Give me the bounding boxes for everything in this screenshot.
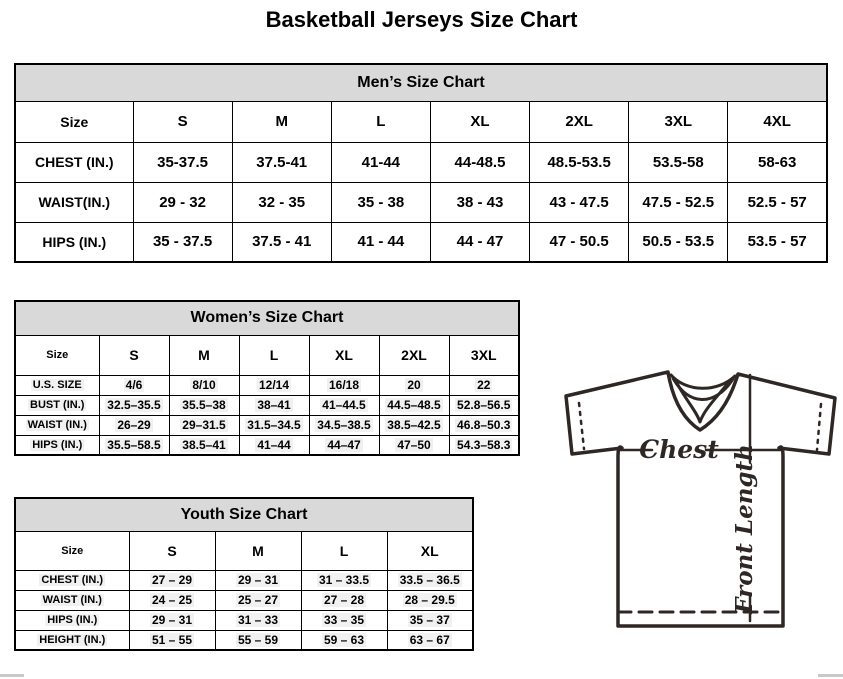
women-value-cell: 16/18 <box>309 375 379 395</box>
right-cuff-stitch <box>817 404 821 450</box>
page-title: Basketball Jerseys Size Chart <box>265 7 578 32</box>
youth-value-cell: 33 – 35 <box>301 610 387 630</box>
women-size-column-header: L <box>239 335 309 375</box>
women-value-cell: 38.5–41 <box>169 435 239 455</box>
women-size-column-header: S <box>99 335 169 375</box>
women-value-cell: 8/10 <box>169 375 239 395</box>
men-value-cell: 44-48.5 <box>430 142 529 182</box>
youth-value-cell: 31 – 33 <box>215 610 301 630</box>
men-value-cell: 41-44 <box>331 142 430 182</box>
women-value-cell: 26–29 <box>99 415 169 435</box>
men-value-cell: 50.5 - 53.5 <box>629 222 728 262</box>
women-table-row <box>15 415 519 435</box>
youth-value-cell: 27 – 28 <box>301 590 387 610</box>
youth-value-cell: 59 – 63 <box>301 630 387 650</box>
youth-value-cell: 55 – 59 <box>215 630 301 650</box>
women-value-cell: 47–50 <box>379 435 449 455</box>
women-table-row <box>15 395 519 415</box>
youth-value-cell: 28 – 29.5 <box>387 590 473 610</box>
youth-value-cell: 27 – 29 <box>129 570 215 590</box>
youth-size-column-header: S <box>129 531 215 570</box>
men-size-column-header: 4XL <box>728 101 827 142</box>
men-value-cell: 35 - 38 <box>331 182 430 222</box>
men-value-cell: 37.5 - 41 <box>232 222 331 262</box>
men-value-cell: 29 - 32 <box>133 182 232 222</box>
women-size-column-header: M <box>169 335 239 375</box>
women-row-label: BUST (IN.) <box>15 395 99 415</box>
women-value-cell: 4/6 <box>99 375 169 395</box>
men-value-cell: 32 - 35 <box>232 182 331 222</box>
chest-label: Chest <box>639 435 719 464</box>
women-row-label: U.S. SIZE <box>15 375 99 395</box>
women-value-cell: 32.5–35.5 <box>99 395 169 415</box>
women-row-label: WAIST (IN.) <box>15 415 99 435</box>
women-size-column-header: XL <box>309 335 379 375</box>
men-value-cell: 52.5 - 57 <box>728 182 827 222</box>
women-size-header-label: Size <box>15 335 99 375</box>
men-size-column-header: M <box>232 101 331 142</box>
youth-value-cell: 24 – 25 <box>129 590 215 610</box>
women-table-row <box>15 375 519 395</box>
women-value-cell: 52.8–56.5 <box>449 395 519 415</box>
youth-row-label: HIPS (IN.) <box>15 610 129 630</box>
women-table-title: Women’s Size Chart <box>15 301 519 335</box>
youth-value-cell: 29 – 31 <box>215 570 301 590</box>
men-size-column-header: S <box>133 101 232 142</box>
women-value-cell: 41–44.5 <box>309 395 379 415</box>
women-value-cell: 20 <box>379 375 449 395</box>
men-value-cell: 47 - 50.5 <box>530 222 629 262</box>
womens-size-chart-table <box>14 300 520 456</box>
women-size-column-header: 2XL <box>379 335 449 375</box>
men-value-cell: 58-63 <box>728 142 827 182</box>
youth-table-row <box>15 590 473 610</box>
men-size-column-header: XL <box>430 101 529 142</box>
youth-table-row <box>15 570 473 590</box>
men-value-cell: 35 - 37.5 <box>133 222 232 262</box>
scrollbar-fragment-right[interactable] <box>818 674 843 677</box>
women-value-cell: 41–44 <box>239 435 309 455</box>
men-value-cell: 38 - 43 <box>430 182 529 222</box>
men-size-column-header: 3XL <box>629 101 728 142</box>
men-value-cell: 35-37.5 <box>133 142 232 182</box>
men-value-cell: 37.5-41 <box>232 142 331 182</box>
men-value-cell: 53.5-58 <box>629 142 728 182</box>
women-value-cell: 22 <box>449 375 519 395</box>
youth-table-row <box>15 630 473 650</box>
youth-row-label: CHEST (IN.) <box>15 570 129 590</box>
men-row-label: CHEST (IN.) <box>15 142 133 182</box>
youth-value-cell: 33.5 – 36.5 <box>387 570 473 590</box>
men-value-cell: 41 - 44 <box>331 222 430 262</box>
men-size-column-header: 2XL <box>530 101 629 142</box>
youth-size-column-header: L <box>301 531 387 570</box>
men-table-row <box>15 222 827 262</box>
jersey-measurement-diagram <box>556 358 843 648</box>
youth-value-cell: 29 – 31 <box>129 610 215 630</box>
men-value-cell: 43 - 47.5 <box>530 182 629 222</box>
women-value-cell: 38.5–42.5 <box>379 415 449 435</box>
women-value-cell: 12/14 <box>239 375 309 395</box>
women-row-label: HIPS (IN.) <box>15 435 99 455</box>
men-table-row <box>15 142 827 182</box>
men-value-cell: 53.5 - 57 <box>728 222 827 262</box>
youth-value-cell: 31 – 33.5 <box>301 570 387 590</box>
youth-table-title: Youth Size Chart <box>15 498 473 531</box>
men-value-cell: 47.5 - 52.5 <box>629 182 728 222</box>
youth-value-cell: 35 – 37 <box>387 610 473 630</box>
front-length-label: Front Length <box>731 444 758 614</box>
youth-value-cell: 51 – 55 <box>129 630 215 650</box>
youth-row-label: HEIGHT (IN.) <box>15 630 129 650</box>
women-value-cell: 44–47 <box>309 435 379 455</box>
men-value-cell: 44 - 47 <box>430 222 529 262</box>
women-value-cell: 29–31.5 <box>169 415 239 435</box>
men-table-title: Men’s Size Chart <box>15 64 827 101</box>
women-value-cell: 38–41 <box>239 395 309 415</box>
youth-size-header-label: Size <box>15 531 129 570</box>
women-value-cell: 34.5–38.5 <box>309 415 379 435</box>
youth-table-row <box>15 610 473 630</box>
women-value-cell: 35.5–38 <box>169 395 239 415</box>
women-value-cell: 35.5–58.5 <box>99 435 169 455</box>
youth-value-cell: 25 – 27 <box>215 590 301 610</box>
women-value-cell: 31.5–34.5 <box>239 415 309 435</box>
jersey-outline-drawing <box>556 358 843 648</box>
women-value-cell: 46.8–50.3 <box>449 415 519 435</box>
youth-size-column-header: M <box>215 531 301 570</box>
women-value-cell: 44.5–48.5 <box>379 395 449 415</box>
women-value-cell: 54.3–58.3 <box>449 435 519 455</box>
youth-size-chart-table <box>14 497 474 651</box>
men-size-header-label: Size <box>15 101 133 142</box>
mens-size-chart-table <box>14 63 828 263</box>
men-value-cell: 48.5-53.5 <box>530 142 629 182</box>
men-table-row <box>15 182 827 222</box>
men-row-label: HIPS (IN.) <box>15 222 133 262</box>
women-size-column-header: 3XL <box>449 335 519 375</box>
youth-value-cell: 63 – 67 <box>387 630 473 650</box>
scrollbar-fragment-left[interactable] <box>0 674 24 677</box>
men-size-column-header: L <box>331 101 430 142</box>
men-row-label: WAIST(IN.) <box>15 182 133 222</box>
women-table-row <box>15 435 519 455</box>
youth-row-label: WAIST (IN.) <box>15 590 129 610</box>
youth-size-column-header: XL <box>387 531 473 570</box>
left-cuff-stitch <box>579 403 584 449</box>
jersey-body-outline <box>566 372 835 626</box>
